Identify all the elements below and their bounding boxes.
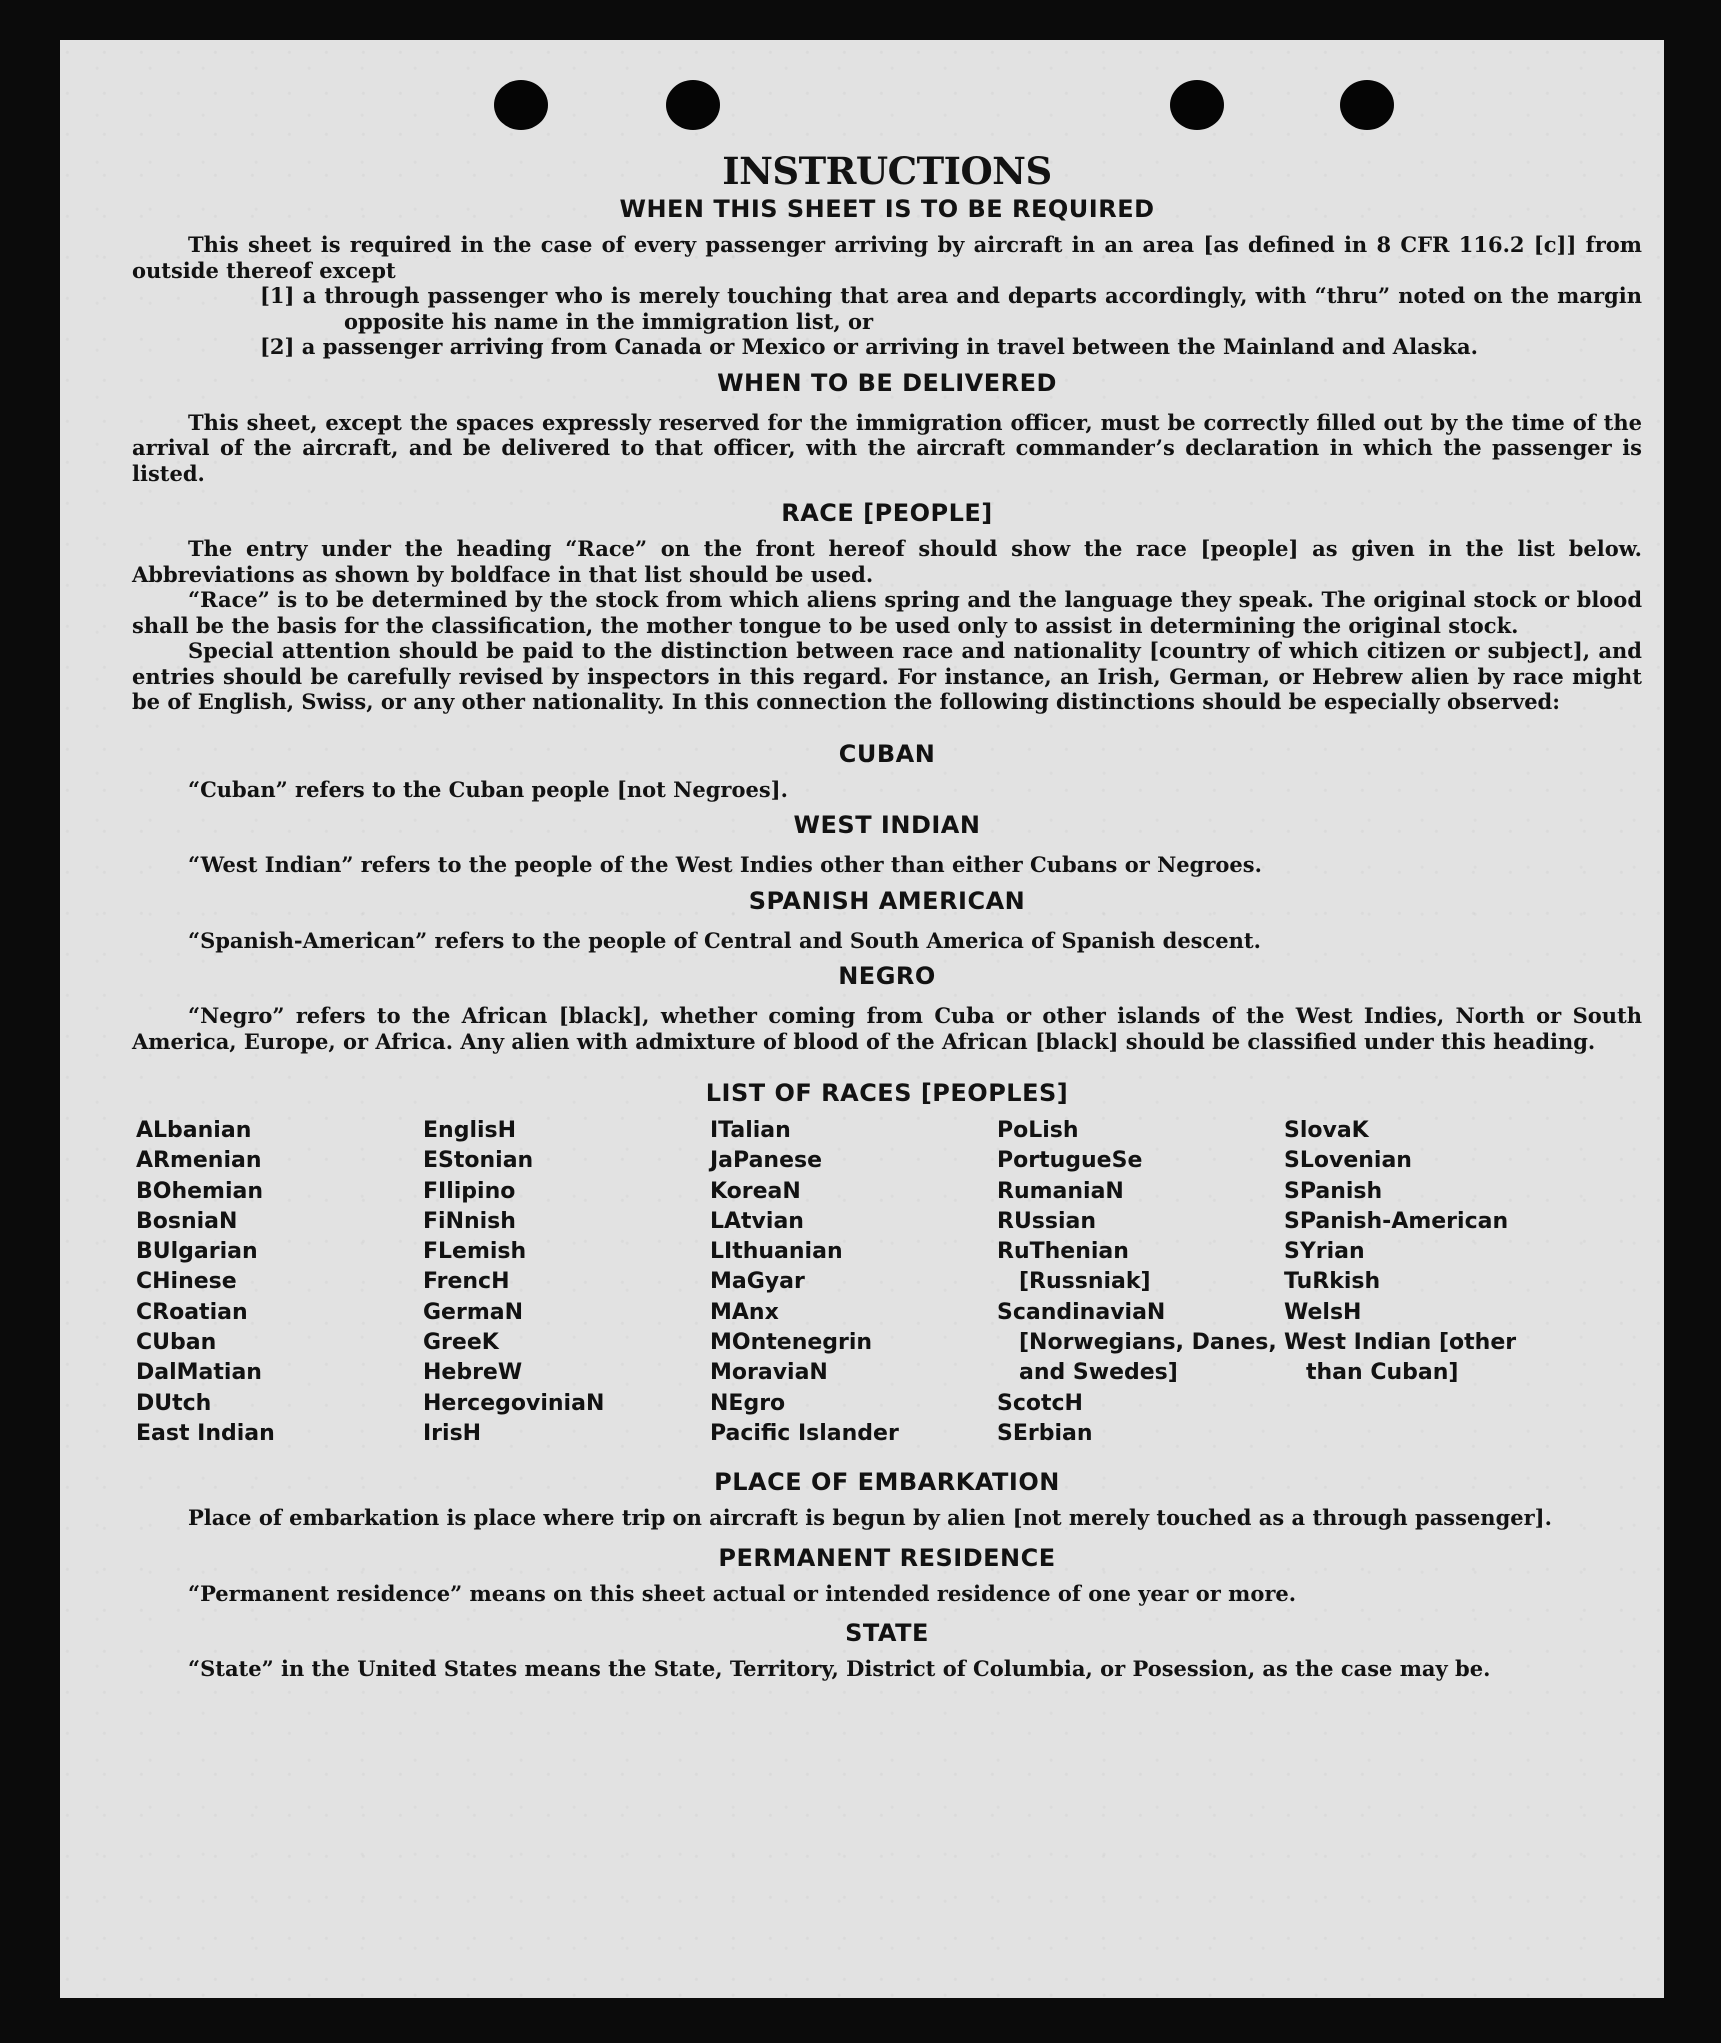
exception-item: [1] a through passenger who is merely touching that area and departs accordingly, with “thru” noted on the margin opposite his name in the immigration list, or	[260, 283, 1642, 334]
race-entry: JaPanese	[710, 1148, 823, 1174]
permanent-residence-text: “Permanent residence” means on this sheet actual or intended residence of one year or more.	[188, 1580, 1297, 1606]
race-entry: FrencH	[423, 1269, 510, 1295]
race-entry: BosniaN	[136, 1208, 238, 1234]
cuban-text: “Cuban” refers to the Cuban people [not Negroes].	[188, 776, 788, 802]
race-entry: PoLish	[997, 1118, 1079, 1143]
race-paragraph: The entry under the heading “Race” on the front hereof should show the race [people] as given in the list below. Abbreviations as shown by boldface in that list should be used.	[132, 536, 1642, 587]
punch-hole	[1170, 80, 1224, 130]
race-entry: BOhemian	[136, 1178, 264, 1204]
race-entry: KoreaN	[710, 1178, 801, 1204]
heading-cuban: CUBAN	[838, 739, 936, 768]
race-entry: SPanish-American	[1284, 1208, 1509, 1234]
race-entry: MAnx	[710, 1299, 779, 1325]
heading-list-of-races: LIST OF RACES [PEOPLES]	[705, 1079, 1069, 1107]
heading-when-required: WHEN THIS SHEET IS TO BE REQUIRED	[619, 195, 1155, 223]
race-entry: HercegoviniaN	[423, 1390, 605, 1416]
document-page	[60, 40, 1664, 1998]
race-entry: SYrian	[1284, 1239, 1365, 1265]
race-entry: DalMatian	[136, 1360, 262, 1386]
state-text: “State” in the United States means the State, Territory, District of Columbia, or Posession, as the case may be.	[188, 1656, 1491, 1682]
race-paragraph: Special attention should be paid to the distinction between race and nationality [country of which citizen or subject], and entries should be carefully revised by inspectors in this regard. For instance, an Irish, German, or Hebrew alien by race might be of English, Swiss, or any other nationality. In this connection the following distinctions should be especially observed:	[132, 638, 1642, 714]
race-entry: East Indian	[136, 1420, 275, 1446]
race-entry: NEgro	[710, 1390, 786, 1416]
race-entry: DUtch	[136, 1390, 212, 1416]
race-entry: MaGyar	[710, 1269, 805, 1295]
race-entry: IrisH	[423, 1420, 482, 1446]
race-entry: West Indian [other than Cuban]	[1284, 1330, 1517, 1386]
race-entry: FiNnish	[423, 1208, 516, 1234]
race-entry: SPanish	[1284, 1178, 1383, 1204]
race-entry: LIthuanian	[710, 1239, 843, 1265]
negro-text: “Negro” refers to the African [black], whether coming from Cuba or other islands of the West Indies, North or South America, Europe, or Africa. Any alien with admixture of blood of the African [black] should be classified under this heading.	[132, 1003, 1642, 1054]
race-column	[423, 1116, 710, 1449]
race-entry: ALbanian	[136, 1118, 252, 1143]
race-entry: RUssian	[997, 1208, 1097, 1234]
race-entry: TuRkish	[1284, 1269, 1381, 1295]
race-entry: CRoatian	[136, 1299, 248, 1325]
race-entry: ARmenian	[136, 1148, 262, 1174]
heading-state: STATE	[845, 1619, 929, 1648]
race-entry: LAtvian	[710, 1208, 804, 1234]
race-entry: HebreW	[423, 1360, 523, 1386]
heading-when-delivered: WHEN TO BE DELIVERED	[717, 368, 1057, 397]
race-entry: GermaN	[423, 1299, 524, 1325]
race-entry: ScandinaviaN [Norwegians, Danes, and Swedes]	[997, 1299, 1277, 1386]
race-column	[997, 1116, 1284, 1449]
race-entry: Pacific Islander	[710, 1420, 899, 1446]
punch-hole	[1340, 80, 1394, 130]
heading-permanent-residence: PERMANENT RESIDENCE	[718, 1543, 1056, 1572]
spanish-american-text: “Spanish-American” refers to the people of Central and South America of Spanish descent.	[188, 927, 1261, 953]
race-paragraph: “Race” is to be determined by the stock from which aliens spring and the language they speak. The original stock or blood shall be the basis for the classification, the mother tongue to be used only to assist in determining the original stock.	[132, 587, 1642, 638]
race-entry: GreeK	[423, 1330, 499, 1356]
punch-hole	[494, 80, 548, 130]
race-entry: CUban	[136, 1330, 217, 1356]
race-column	[1284, 1116, 1564, 1449]
instructions-content	[132, 148, 1642, 1682]
race-entry: ScotcH	[997, 1390, 1083, 1416]
race-entry: PortugueSe	[997, 1148, 1143, 1174]
punch-hole	[666, 80, 720, 130]
race-entry: EStonian	[423, 1148, 534, 1174]
race-entry: EnglisH	[423, 1118, 517, 1143]
race-entry: MoraviaN	[710, 1360, 828, 1386]
heading-west-indian: WEST INDIAN	[793, 811, 981, 839]
embarkation-text: Place of embarkation is place where trip on aircraft is begun by alien [not merely touched as a through passenger].	[188, 1505, 1552, 1531]
heading-spanish-american: SPANISH AMERICAN	[748, 886, 1026, 915]
race-entry: SlovaK	[1284, 1118, 1369, 1143]
race-entry: RumaniaN	[997, 1178, 1124, 1204]
race-entry: RuThenian [Russniak]	[997, 1239, 1151, 1295]
when-required-intro: This sheet is required in the case of every passenger arriving by aircraft in an area [as defined in 8 CFR 116.2 [c]] from outside thereof except	[132, 232, 1642, 283]
when-delivered-text: This sheet, except the spaces expressly reserved for the immigration officer, must be correctly filled out by the time of the arrival of the aircraft, and be delivered to that officer, with the aircraft commander’s declaration in which the passenger is listed.	[132, 409, 1642, 486]
heading-negro: NEGRO	[838, 962, 936, 990]
heading-race: RACE [PEOPLE]	[781, 499, 993, 527]
race-entry: CHinese	[136, 1269, 237, 1295]
race-entry: SLovenian	[1284, 1148, 1412, 1174]
race-entry: FLemish	[423, 1239, 527, 1265]
heading-embarkation: PLACE OF EMBARKATION	[714, 1468, 1060, 1497]
race-entry: SErbian	[997, 1420, 1093, 1446]
west-indian-text: “West Indian” refers to the people of the West Indies other than either Cubans or Negroes.	[188, 852, 1262, 877]
page-title: INSTRUCTIONS	[722, 149, 1052, 193]
race-entry: BUlgarian	[136, 1239, 258, 1265]
race-entry: WelsH	[1284, 1299, 1362, 1325]
race-entry: FIlipino	[423, 1178, 516, 1204]
race-list	[136, 1116, 1642, 1449]
race-entry: ITalian	[710, 1118, 791, 1143]
race-column	[136, 1116, 423, 1449]
exception-item: [2] a passenger arriving from Canada or Mexico or arriving in travel between the Mainland and Alaska.	[260, 334, 1478, 359]
race-column	[710, 1116, 997, 1449]
race-entry: MOntenegrin	[710, 1330, 873, 1356]
